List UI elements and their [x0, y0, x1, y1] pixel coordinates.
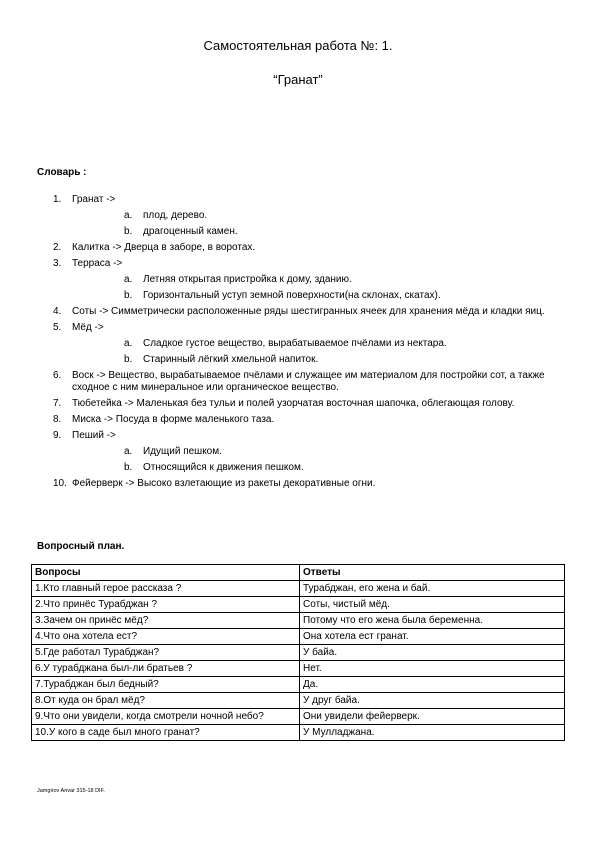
answer-cell: Да.: [300, 677, 565, 693]
entry-number: 3.: [53, 258, 62, 269]
entry-number: 2.: [53, 242, 62, 253]
table-row: [32, 581, 565, 597]
answer-cell: Нет.: [300, 661, 565, 677]
column-header-answers: Ответы: [300, 565, 565, 581]
page-title: Самостоятельная работа №: 1.: [203, 38, 393, 53]
entry-sub-item: [72, 338, 567, 350]
answer-cell: Соты, чистый мёд.: [300, 597, 565, 613]
entry-sub-item: [72, 226, 567, 238]
sub-item-letter: a.: [124, 274, 133, 285]
dictionary-list: [37, 194, 567, 494]
table-header-row: [32, 565, 565, 581]
question-cell: 10.У кого в саде был много гранат?: [32, 725, 300, 741]
table-row: [32, 613, 565, 629]
sub-item-text: Идущий пешком.: [143, 446, 222, 457]
sub-item-text: Сладкое густое вещество, вырабатываемое пчёлами из нектара.: [143, 338, 447, 349]
sub-item-text: плод, дерево.: [143, 210, 208, 221]
sub-item-letter: b.: [124, 462, 133, 473]
entry-text: Тюбетейка -> Маленькая без тульи и полей узорчатая восточная шапочка, облегающая голову.: [72, 398, 515, 409]
answer-cell: У друг байа.: [300, 693, 565, 709]
dictionary-entry: [37, 306, 567, 318]
dictionary-entry: [37, 478, 567, 490]
table-row: [32, 645, 565, 661]
dictionary-entry: [37, 398, 567, 410]
answer-cell: Потому что его жена была беременна.: [300, 613, 565, 629]
dictionary-entry: [37, 430, 567, 474]
entry-sub-item: [72, 446, 567, 458]
sub-item-letter: b.: [124, 290, 133, 301]
entry-text: Гранат ->: [72, 194, 116, 205]
answer-cell: Она хотела ест гранат.: [300, 629, 565, 645]
sub-item-letter: a.: [124, 446, 133, 457]
entry-sub-item: [72, 462, 567, 474]
question-cell: 2.Что принёс Турабджан ?: [32, 597, 300, 613]
footer-author: Jamgirov Anvar 315-18 DIF.: [37, 788, 105, 794]
table-row: [32, 693, 565, 709]
entry-number: 7.: [53, 398, 62, 409]
dictionary-entry: [37, 370, 567, 394]
entry-number: 4.: [53, 306, 62, 317]
entry-sub-item: [72, 290, 567, 302]
question-cell: 4.Что она хотела ест?: [32, 629, 300, 645]
dictionary-entry: [37, 414, 567, 426]
table-row: [32, 725, 565, 741]
dictionary-entry: [37, 322, 567, 366]
sub-item-letter: a.: [124, 210, 133, 221]
sub-item-letter: b.: [124, 354, 133, 365]
question-cell: 9.Что они увидели, когда смотрели ночной небо?: [32, 709, 300, 725]
question-cell: 8.От куда он брал мёд?: [32, 693, 300, 709]
question-cell: 7.Турабджан был бедный?: [32, 677, 300, 693]
entry-number: 5.: [53, 322, 62, 333]
entry-number: 1.: [53, 194, 62, 205]
entry-text: Воск -> Вещество, вырабатываемое пчёлами и служащее им материалом для постройки сот, а также сходное с ним минеральное или органическое вещество.: [72, 370, 545, 393]
question-cell: 1.Кто главный герое рассказа ?: [32, 581, 300, 597]
sub-item-text: Горизонтальный уступ земной поверхности(на склонах, скатах).: [143, 290, 441, 301]
entry-sub-item: [72, 210, 567, 222]
table-row: [32, 677, 565, 693]
entry-number: 8.: [53, 414, 62, 425]
table-row: [32, 629, 565, 645]
column-header-questions: Вопросы: [32, 565, 300, 581]
entry-text: Соты -> Симметрически расположенные ряды шестигранных ячеек для хранения мёда и кладки яиц.: [72, 306, 545, 317]
dictionary-entry: [37, 194, 567, 238]
sub-item-letter: a.: [124, 338, 133, 349]
entry-number: 6.: [53, 370, 62, 381]
dictionary-entry: [37, 242, 567, 254]
sub-item-text: драгоценный камен.: [143, 226, 238, 237]
entry-number: 10.: [53, 478, 67, 489]
question-cell: 3.Зачем он принёс мёд?: [32, 613, 300, 629]
entry-text: Калитка -> Дверца в заборе, в воротах.: [72, 242, 256, 253]
answer-cell: У байа.: [300, 645, 565, 661]
entry-sub-item: [72, 354, 567, 366]
sub-item-text: Относящийся к движения пешком.: [143, 462, 304, 473]
entry-sub-item: [72, 274, 567, 286]
table-row: [32, 597, 565, 613]
question-cell: 5.Где работал Турабджан?: [32, 645, 300, 661]
entry-text: Фейерверк -> Высоко взлетающие из ракеты декоративные огни.: [72, 478, 376, 489]
page-subtitle: “Гранат”: [273, 72, 323, 87]
entry-text: Терраса ->: [72, 258, 123, 269]
dictionary-heading: Словарь :: [37, 167, 87, 178]
entry-text: Миска -> Посуда в форме маленького таза.: [72, 414, 275, 425]
question-cell: 6.У турабджана был-ли братьев ?: [32, 661, 300, 677]
question-answer-table: [31, 564, 565, 741]
sub-item-text: Старинный лёгкий хмельной напиток.: [143, 354, 319, 365]
dictionary-entry: [37, 258, 567, 302]
table-row: [32, 661, 565, 677]
answer-cell: У Мулладжана.: [300, 725, 565, 741]
question-plan-heading: Вопросный план.: [37, 541, 125, 552]
answer-cell: Они увидели фейерверк.: [300, 709, 565, 725]
entry-number: 9.: [53, 430, 62, 441]
entry-text: Мёд ->: [72, 322, 104, 333]
sub-item-text: Летняя открытая пристройка к дому, зданию.: [143, 274, 352, 285]
answer-cell: Турабджан, его жена и бай.: [300, 581, 565, 597]
sub-item-letter: b.: [124, 226, 133, 237]
entry-text: Пеший ->: [72, 430, 116, 441]
table-row: [32, 709, 565, 725]
